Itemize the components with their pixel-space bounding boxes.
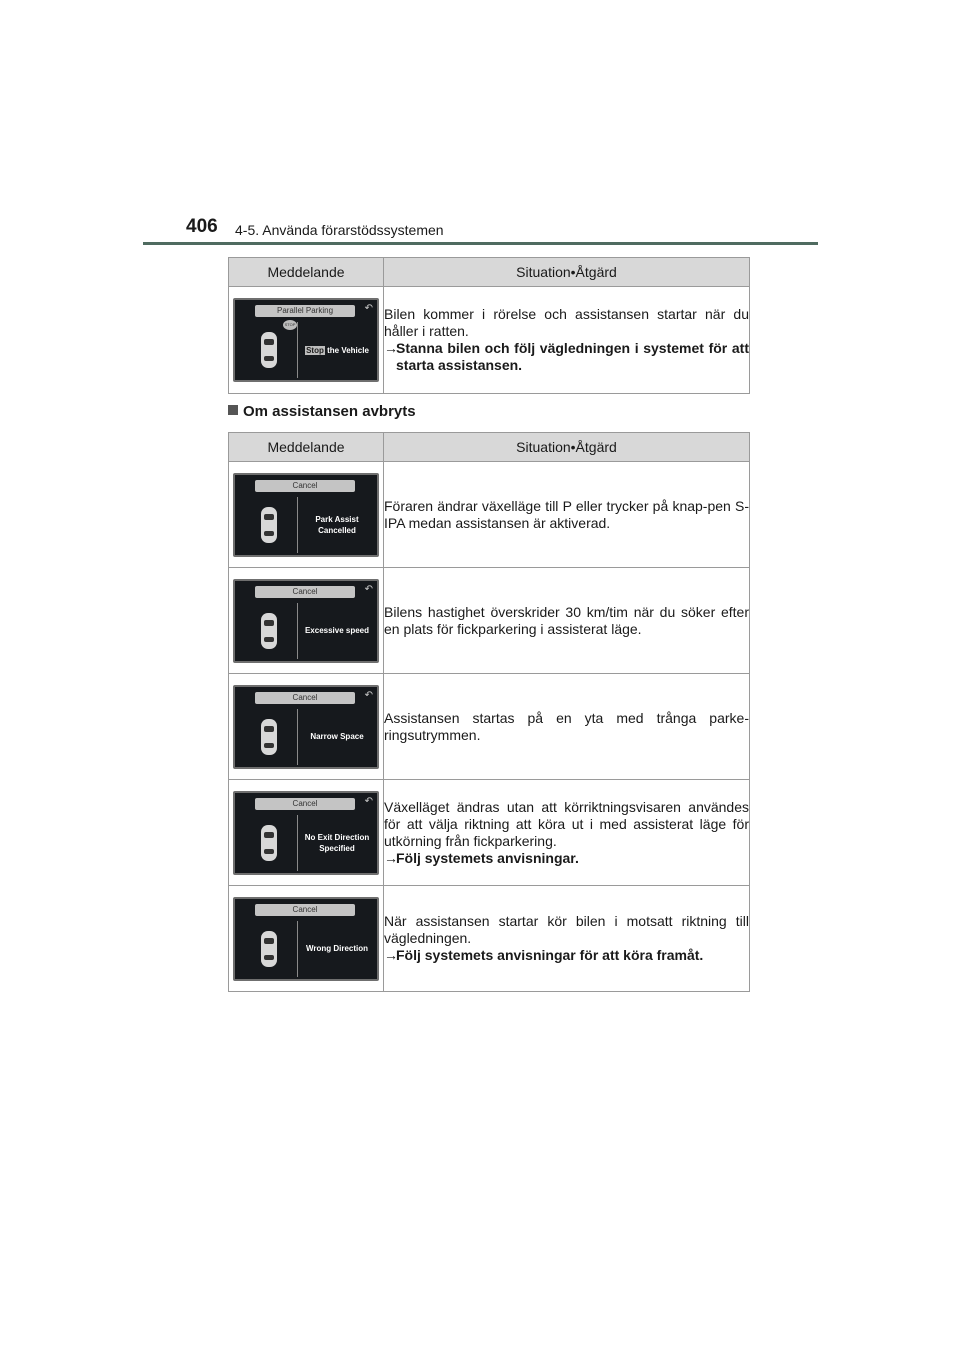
car-icon <box>261 931 277 967</box>
chapter-title: 4-5. Använda förarstödssystemen <box>235 222 444 238</box>
column-header-message: Meddelande <box>229 258 384 287</box>
screen-message-rest: the Vehicle <box>324 345 369 355</box>
action-instruction: Följ systemets anvisningar för att köra framåt. <box>396 947 704 963</box>
message-table-1 <box>228 257 750 394</box>
table-row <box>229 674 750 780</box>
screen-message <box>301 326 373 374</box>
arrow-icon: → <box>384 947 398 963</box>
situation-text: Assistansen startas på en yta med trånga parke-ringsutrymmen. <box>384 709 749 743</box>
screen-divider <box>297 603 298 659</box>
action-instruction: Följ systemets anvisningar. <box>396 849 579 866</box>
screen-title-bar: Cancel <box>255 904 355 916</box>
table-row <box>229 287 750 394</box>
section-heading <box>228 403 416 420</box>
screen-title-bar: Cancel <box>255 692 355 704</box>
situation-text: När assistansen startar kör bilen i motsatt riktning till vägledningen. <box>384 913 749 946</box>
screen-message: Narrow Space <box>310 732 364 741</box>
car-icon <box>261 507 277 543</box>
screen-message: No Exit Direction Specified <box>304 832 370 853</box>
situation-text: Bilen kommer i rörelse och assistansen startar när du håller i ratten. <box>384 306 749 339</box>
section-title: Om assistansen avbryts <box>243 403 416 420</box>
square-bullet-icon <box>228 405 238 415</box>
action-text <box>384 947 749 964</box>
table-row <box>229 568 750 674</box>
screen-message: Park Assist Cancelled <box>315 514 359 535</box>
back-arrow-icon: ↶ <box>364 303 373 314</box>
car-icon <box>261 719 277 755</box>
action-text <box>384 850 749 867</box>
back-arrow-icon: ↶ <box>364 795 373 807</box>
screen-title-bar: Parallel Parking <box>255 305 355 317</box>
display-screenshot <box>233 579 379 663</box>
column-header-situation: Situation•Åtgärd <box>384 258 750 287</box>
table-row <box>229 780 750 886</box>
back-arrow-icon: ↶ <box>364 583 373 595</box>
table-row <box>229 886 750 992</box>
screen-divider <box>297 322 298 378</box>
car-icon <box>261 825 277 861</box>
car-icon <box>261 332 277 368</box>
screen-divider <box>297 815 298 871</box>
display-screenshot <box>233 897 379 981</box>
screen-divider <box>297 497 298 553</box>
car-icon <box>261 613 277 649</box>
table-row <box>229 462 750 568</box>
display-screenshot <box>233 791 379 875</box>
display-screenshot <box>233 685 379 769</box>
screen-message: Excessive speed <box>304 626 370 635</box>
display-screenshot <box>233 473 379 557</box>
screen-title-bar: Cancel <box>255 798 355 810</box>
situation-text: Föraren ändrar växelläge till P eller trycker på knap-pen S-IPA medan assistansen är aktiverad. <box>384 497 749 531</box>
page-number: 406 <box>186 216 218 237</box>
column-header-situation: Situation•Åtgärd <box>384 433 750 462</box>
message-table-2 <box>228 432 750 992</box>
header-rule <box>143 242 818 245</box>
display-screenshot <box>233 298 379 382</box>
situation-text: Växelläget ändras utan att körriktningsvisaren användes för att välja riktning att köra ut i med assisterat läge för utkörning från fickparkering. <box>384 798 749 849</box>
screen-message-highlight: Stop <box>306 345 324 355</box>
screen-divider <box>297 921 298 977</box>
situation-text: Bilens hastighet överskrider 30 km/tim när du söker efter en plats för fickparkering i assisterat läge. <box>384 603 749 637</box>
screen-title-bar: Cancel <box>255 586 355 598</box>
back-arrow-icon: ↶ <box>364 689 373 701</box>
action-instruction: Stanna bilen och följ vägledningen i systemet för att starta assistansen. <box>396 340 749 373</box>
screen-message: Wrong Direction <box>305 944 369 953</box>
arrow-icon: → <box>384 340 398 356</box>
screen-divider <box>297 709 298 765</box>
screen-title-bar: Cancel <box>255 480 355 492</box>
action-text <box>384 340 749 374</box>
column-header-message: Meddelande <box>229 433 384 462</box>
arrow-icon: → <box>384 849 398 866</box>
stop-sign-icon: STOP <box>283 320 297 330</box>
